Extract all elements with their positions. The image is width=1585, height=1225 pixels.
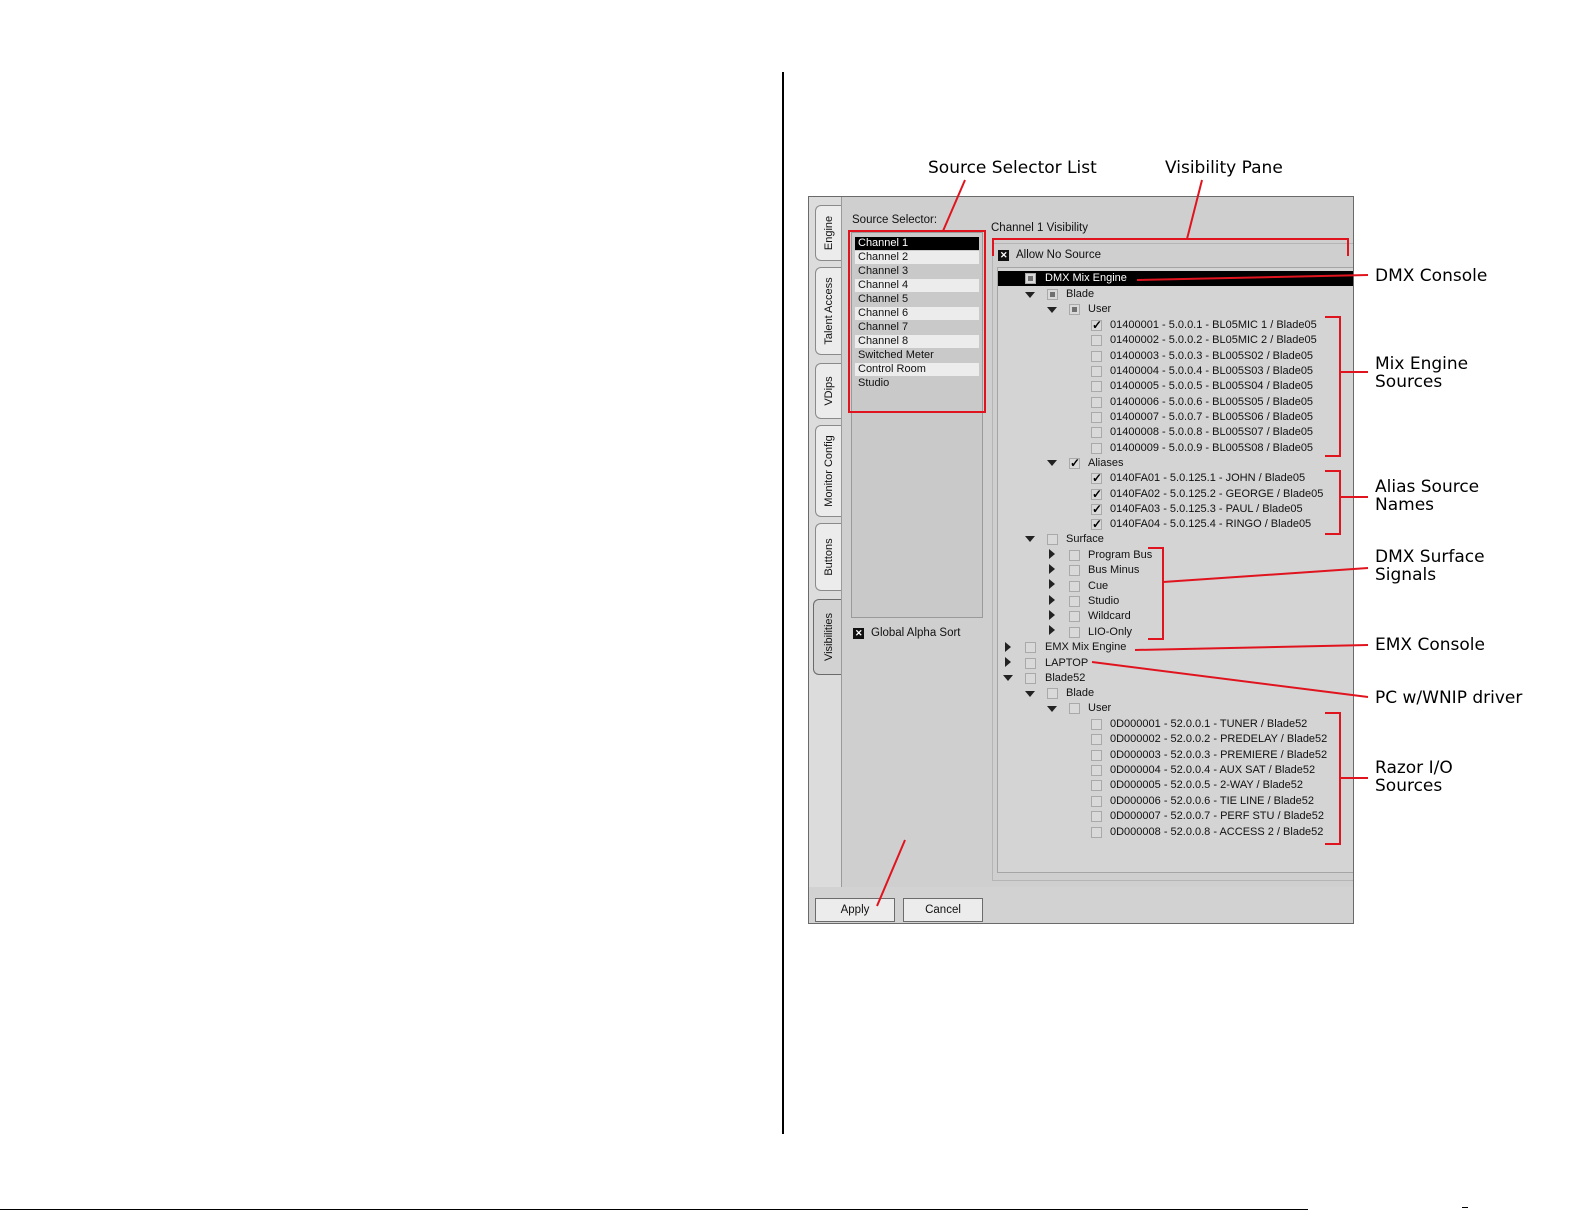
source-selector-label: Source Selector: <box>852 214 938 226</box>
alias-bracket <box>1325 471 1340 534</box>
user-label: User <box>1088 303 1112 315</box>
surface-bus-minus: Bus Minus <box>1088 564 1140 576</box>
source-item-channel-2[interactable]: Channel 2 <box>855 251 979 264</box>
callout-mix-engine-sources-line1: Mix Engine <box>1375 354 1469 374</box>
source-item-channel-4[interactable]: Channel 4 <box>855 279 979 292</box>
tab-visibilities-label: Visibilities <box>822 612 835 662</box>
blade52-blade-label: Blade <box>1066 687 1095 699</box>
callout-dmx-console: DMX Console <box>1375 266 1488 286</box>
visibility-pane-bracket <box>993 239 1348 256</box>
callout-pc-wnip-driver: PC w/WNIP driver <box>1375 688 1523 708</box>
tab-monitor-config-label: Monitor Config <box>822 435 835 507</box>
user-source-4: 01400004 - 5.0.0.4 - BL005S03 / Blade05 <box>1110 365 1314 377</box>
user-source-3: 01400003 - 5.0.0.3 - BL005S02 / Blade05 <box>1110 350 1314 362</box>
user-source-8: 01400008 - 5.0.0.8 - BL005S07 / Blade05 <box>1110 426 1314 438</box>
razor-source-2: 0D000002 - 52.0.0.2 - PREDELAY / Blade52 <box>1110 733 1328 745</box>
razor-source-3: 0D000003 - 52.0.0.3 - PREMIERE / Blade52 <box>1110 749 1328 761</box>
apply-leader <box>877 840 905 906</box>
callout-visibility-pane: Visibility Pane <box>1165 158 1283 178</box>
razor-source-4: 0D000004 - 52.0.0.4 - AUX SAT / Blade52 <box>1110 764 1316 776</box>
visibility-title: Channel 1 Visibility <box>991 222 1088 234</box>
callout-dmx-surface-signals-line2: Signals <box>1375 565 1437 585</box>
mix-engine-bracket <box>1325 317 1340 456</box>
visibility-pane-leader <box>1187 180 1202 239</box>
callout-mix-engine-sources-line2: Sources <box>1375 372 1443 392</box>
alias-source-4: 0140FA04 - 5.0.125.4 - RINGO / Blade05 <box>1110 518 1312 530</box>
aliases-label: Aliases <box>1088 457 1124 469</box>
source-item-channel-3[interactable]: Channel 3 <box>858 265 909 277</box>
source-item-channel-6[interactable]: Channel 6 <box>855 307 979 320</box>
blade-label: Blade <box>1066 288 1095 300</box>
tab-talent-access-label: Talent Access <box>822 277 835 345</box>
razor-bracket <box>1325 713 1340 844</box>
apply-button[interactable]: Apply <box>815 898 895 922</box>
user-source-5: 01400005 - 5.0.0.5 - BL005S04 / Blade05 <box>1110 380 1314 392</box>
emx-leader <box>1135 645 1368 650</box>
source-list-leader <box>943 180 965 231</box>
razor-source-8: 0D000008 - 52.0.0.8 - ACCESS 2 / Blade52 <box>1110 826 1324 838</box>
callout-razor-io-line1: Razor I/O <box>1375 758 1453 778</box>
source-item-channel-8[interactable]: Channel 8 <box>855 335 979 348</box>
callout-alias-source-names-line1: Alias Source <box>1375 477 1480 497</box>
tab-engine-label: Engine <box>822 215 835 251</box>
user-source-7: 01400007 - 5.0.0.7 - BL005S06 / Blade05 <box>1110 411 1314 423</box>
callout-razor-io-line2: Sources <box>1375 776 1443 796</box>
callout-source-selector-list: Source Selector List <box>928 158 1097 178</box>
alias-source-1: 0140FA01 - 5.0.125.1 - JOHN / Blade05 <box>1110 472 1306 484</box>
alias-source-3: 0140FA03 - 5.0.125.3 - PAUL / Blade05 <box>1110 503 1303 515</box>
surface-leader <box>1163 568 1368 582</box>
surface-label: Surface <box>1066 533 1104 545</box>
source-item-control-room[interactable]: Control Room <box>855 363 979 376</box>
dmx-mix-engine-label: DMX Mix Engine <box>1045 272 1127 284</box>
dmx-console-leader <box>1137 275 1368 280</box>
surface-wildcard: Wildcard <box>1088 610 1131 622</box>
source-list-highlight <box>849 231 985 412</box>
source-item-studio[interactable]: Studio <box>858 377 890 389</box>
source-item-channel-5[interactable]: Channel 5 <box>858 293 909 305</box>
blade52-label: Blade52 <box>1045 672 1086 684</box>
surface-bracket <box>1148 548 1163 639</box>
source-item-channel-7[interactable]: Channel 7 <box>858 321 909 333</box>
surface-lio-only: LIO-Only <box>1088 626 1133 638</box>
emx-mix-engine-label: EMX Mix Engine <box>1045 641 1127 653</box>
user-source-2: 01400002 - 5.0.0.2 - BL05MIC 2 / Blade05 <box>1110 334 1317 346</box>
source-item-switched-meter[interactable]: Switched Meter <box>858 349 934 361</box>
user-source-9: 01400009 - 5.0.0.9 - BL005S08 / Blade05 <box>1110 442 1314 454</box>
razor-source-7: 0D000007 - 52.0.0.7 - PERF STU / Blade52 <box>1110 810 1325 822</box>
blade52-user-label: User <box>1088 702 1112 714</box>
laptop-label: LAPTOP <box>1045 657 1089 669</box>
allow-no-source-label: Allow No Source <box>1016 249 1102 261</box>
source-item-channel-1[interactable]: Channel 1 <box>855 237 979 250</box>
surface-cue: Cue <box>1088 580 1109 592</box>
user-source-1: 01400001 - 5.0.0.1 - BL05MIC 1 / Blade05 <box>1110 319 1317 331</box>
alias-source-2: 0140FA02 - 5.0.125.2 - GEORGE / Blade05 <box>1110 488 1324 500</box>
surface-studio: Studio <box>1088 595 1120 607</box>
razor-source-5: 0D000005 - 52.0.0.5 - 2-WAY / Blade52 <box>1110 779 1304 791</box>
callout-emx-console: EMX Console <box>1375 635 1485 655</box>
tab-vdips-label: VDips <box>822 376 835 406</box>
razor-source-1: 0D000001 - 52.0.0.1 - TUNER / Blade52 <box>1110 718 1308 730</box>
callout-alias-source-names-line2: Names <box>1375 495 1435 515</box>
callout-dmx-surface-signals-line1: DMX Surface <box>1375 547 1485 567</box>
global-alpha-sort-label: Global Alpha Sort <box>871 627 961 639</box>
razor-source-6: 0D000006 - 52.0.0.6 - TIE LINE / Blade52 <box>1110 795 1315 807</box>
surface-program-bus: Program Bus <box>1088 549 1153 561</box>
cancel-button[interactable]: Cancel <box>903 898 983 922</box>
laptop-leader <box>1092 662 1368 697</box>
user-source-6: 01400006 - 5.0.0.6 - BL005S05 / Blade05 <box>1110 396 1314 408</box>
tab-buttons-label: Buttons <box>822 538 835 576</box>
